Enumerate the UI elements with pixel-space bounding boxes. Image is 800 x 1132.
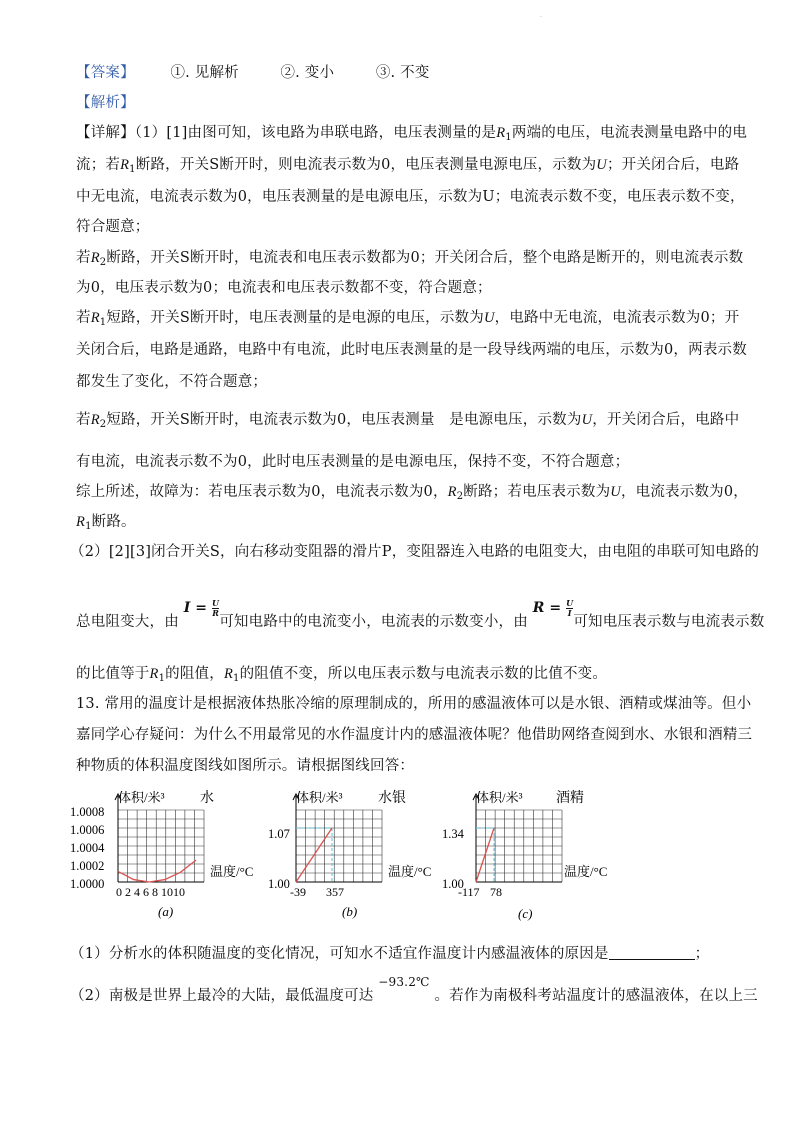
text-line-12: 综上所述，故障为：若电压表示数为0，电流表示数为0，$R_2$断路；若电压表示数为U，电流表示数为0， <box>76 484 748 502</box>
graph-alcohol-title: 酒精 <box>556 791 584 806</box>
graph-water <box>70 786 254 921</box>
page-mark: · <box>540 14 542 21</box>
answer-item-1: ①. 见解析 <box>170 65 239 81</box>
graph-alcohol-xtick-2: 78 <box>490 885 502 899</box>
text-line-15: 总电阻变大，由 I = $\frac{U}{R}$ 可知电路中的电流变小，电流表的示数变小，由 R = $\frac{U}{I}$ 可知电压表示数与电流表示数 <box>76 597 765 630</box>
answer-item-3: ③. 不变 <box>375 65 430 81</box>
text-line-13: $R_1$断路。 <box>76 514 136 532</box>
graph-alcohol-xtick-1: -117 <box>458 885 480 899</box>
graph-alcohol-caption: (c) <box>518 906 533 921</box>
text-line-3: 中无电流，电流表示数为0，电压表测量的是电源电压，示数为U；电流表示数不变，电压表示数不变， <box>76 189 745 205</box>
answer-blank[interactable] <box>609 945 695 960</box>
graph-water-ytick-5: 1.0000 <box>70 877 105 891</box>
graph-mercury-caption: (b) <box>342 904 358 919</box>
graph-alcohol-ylabel: 体积/米³ <box>476 790 523 805</box>
graph-water-ytick-1: 1.0008 <box>70 805 105 819</box>
text-line-4: 符合题意； <box>76 219 150 235</box>
graph-water-ytick-4: 1.0002 <box>70 859 105 873</box>
text-line-1: 【详解】（1）[1]由图可知，该电路为串联电路，电压表测量的是$R_1$两端的电压，电流表测量电路中的电 <box>76 125 748 143</box>
graph-water-grid <box>115 794 204 882</box>
formula-ohm-current: I = $\frac{U}{R}$ <box>183 597 220 618</box>
text-line-9: 都发生了变化，不符合题意； <box>76 374 268 390</box>
sub-question-1: （1）分析水的体积随温度的变化情况，可知水不适宜作温度计内感温液体的原因是 ； <box>70 946 710 962</box>
text-line-8: 关闭合后，电路是通路，电路中有电流，此时电压表测量的是一段导线两端的电压，示数为0，两表示数 <box>76 342 747 358</box>
graph-water-ytick-2: 1.0006 <box>70 823 105 837</box>
analysis-tag: 【解析】 <box>76 95 135 111</box>
graph-alcohol-xlabel: 温度/°C <box>564 864 608 879</box>
answer-line <box>76 63 430 83</box>
text-line-6: 为0，电压表示数为0；电流表和电压表示数都不变，符合题意； <box>76 280 492 296</box>
answer-tag: 【答案】 <box>76 65 135 81</box>
question-13-line-1: 13. 常用的温度计是根据液体热胀冷缩的原理制成的，所用的感温液体可以是水银、酒精或煤油等。但小 <box>76 696 752 712</box>
sub-question-2: （2）南极是世界上最冷的大陆，最低温度可达 $^{-93.2℃}$ 。若作为南极科考站温度计的感温液体，在以上三 <box>70 975 758 1004</box>
graph-alcohol <box>440 786 610 921</box>
graph-water-ytick-3: 1.0004 <box>70 841 105 855</box>
graph-water-curve <box>118 860 196 882</box>
graph-alcohol-ytick-top: 1.34 <box>442 827 464 841</box>
graph-mercury-xtick-1: -39 <box>290 885 306 899</box>
graph-mercury-ylabel: 体积/米³ <box>296 790 343 805</box>
question-13-line-3: 种物质的体积温度图线如图所示。请根据图线回答： <box>76 758 415 774</box>
text-line-16: 的比值等于$R_1$的阻值，$R_1$的阻值不变，所以电压表示数与电流表示数的比值不变。 <box>76 666 608 684</box>
text-line-5: 若$R_2$断路，开关S断开时，电流表和电压表示数都为0；开关闭合后，整个电路是断开的，则电流表示数 <box>76 250 744 268</box>
graph-mercury-ytick-bottom: 1.00 <box>268 877 290 891</box>
answer-item-2: ②. 变小 <box>280 65 335 81</box>
text-line-10: 若$R_2$短路，开关S断开时，电流表示数为0，电压表测量 是电源电压，示数为U，开关闭合后，电路中 <box>76 412 740 430</box>
formula-ohm-resistance: R = $\frac{U}{I}$ <box>532 597 574 618</box>
graph-alcohol-grid <box>473 794 562 882</box>
graph-mercury-ytick-top: 1.07 <box>268 827 290 841</box>
text-line-2: 流；若$R_1$断路，开关S断开时，则电流表示数为0，电压表测量电源电压，示数为U；开关闭合后，电路 <box>76 157 740 175</box>
graph-water-ylabel: 体积/米³ <box>118 790 165 805</box>
graph-mercury-grid <box>293 794 382 882</box>
graph-alcohol-ytick-bottom: 1.00 <box>442 877 464 891</box>
graph-mercury <box>266 786 436 921</box>
graph-water-title: 水 <box>200 791 214 806</box>
graph-water-xticks: 0 2 4 6 8 1010 <box>116 885 185 899</box>
min-temperature: −93.2℃ <box>378 975 430 989</box>
question-13-line-2: 嘉同学心存疑问：为什么不用最常见的水作温度计内的感温液体呢？他借助网络查阅到水、水银和酒精三 <box>76 727 753 743</box>
graph-water-xlabel: 温度/°C <box>210 864 254 879</box>
graph-mercury-xtick-2: 357 <box>326 885 344 899</box>
graph-water-caption: (a) <box>158 904 174 919</box>
text-line-14: （2）[2][3]闭合开关S，向右移动变阻器的滑片P，变阻器连入电路的电阻变大，由电阻的串联可知电路的 <box>70 544 760 560</box>
text-line-7: 若$R_1$短路，开关S断开时，电压表测量的是电源的电压，示数为U，电路中无电流，电流表示数为0；开 <box>76 310 740 328</box>
text-line-11: 有电流，电流表示数不为0，此时电压表测量的是电源电压，保持不变，不符合题意； <box>76 454 630 470</box>
graph-mercury-xlabel: 温度/°C <box>388 864 432 879</box>
graph-mercury-title: 水银 <box>378 791 406 806</box>
